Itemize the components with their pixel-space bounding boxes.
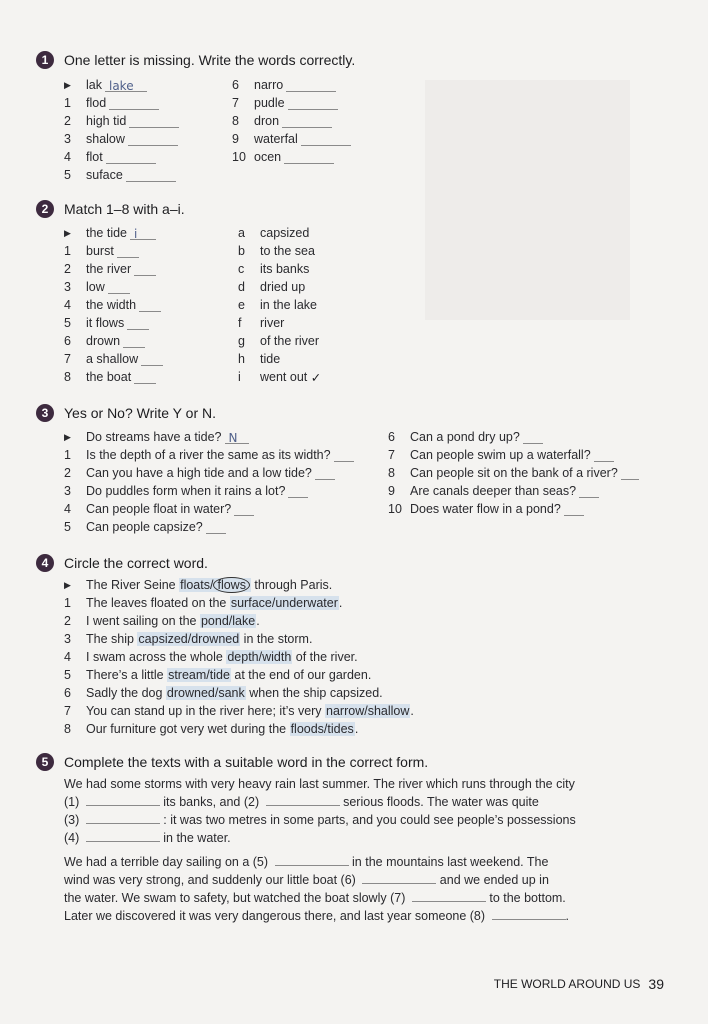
answer-blank[interactable] — [130, 227, 156, 240]
list-item: 8 Our furniture got very wet during the floods/tides . — [64, 722, 359, 736]
word-choice[interactable]: floods/tides — [290, 722, 354, 736]
answer-blank[interactable] — [139, 299, 161, 312]
word-choice[interactable]: floats/ flows — [179, 578, 251, 592]
list-item: d dried up — [238, 280, 306, 294]
list-item: 4 the width — [64, 296, 163, 314]
list-item: e in the lake — [238, 298, 317, 312]
list-item: 8 the boat — [64, 368, 163, 386]
example-row: ▶ lak lake — [64, 76, 179, 94]
list-item: 3 shalow — [64, 130, 179, 148]
gap-1[interactable] — [86, 793, 160, 806]
exercise-number: 2 — [36, 200, 54, 218]
exercise-number: 1 — [36, 51, 54, 69]
word-choice[interactable]: surface/underwater — [230, 596, 338, 610]
exercise-number: 3 — [36, 404, 54, 422]
list-item: 7 Can people swim up a waterfall? — [388, 446, 639, 464]
page-footer — [494, 976, 664, 992]
answer-blank[interactable] — [108, 281, 130, 294]
list-item: 6 narro — [232, 76, 351, 94]
example-row: ▶ the tide i — [64, 224, 163, 242]
list-item: 6 Can a pond dry up? — [388, 428, 639, 446]
list-item: 5 There’s a little stream/tide at the end of our garden. — [64, 668, 372, 682]
text-1: We had some storms with very heavy rain last summer. The river which runs through the city (1) its banks, and (2) serious floods. The water was quite (3) : it was two metres in some parts, and you could see people’s possessions (4) in the water. — [64, 777, 576, 845]
list-item: g of the river — [238, 334, 320, 348]
gap-7[interactable] — [412, 889, 486, 902]
exercise-title: Match 1–8 with a–i. — [64, 201, 185, 217]
list-item: 1 burst — [64, 242, 163, 260]
list-item: f river — [238, 316, 285, 330]
answer-blank[interactable] — [284, 151, 334, 164]
exercise-title: One letter is missing. Write the words correctly. — [64, 52, 356, 68]
gap-8[interactable] — [492, 907, 566, 920]
list-item: 3 The ship capsized/drowned in the storm. — [64, 632, 313, 646]
answer-blank[interactable] — [105, 79, 147, 92]
answer-blank[interactable] — [117, 245, 139, 258]
example-row: ▶ Do streams have a tide? N — [64, 428, 354, 446]
list-item: 1 flod — [64, 94, 179, 112]
gap-2[interactable] — [266, 793, 340, 806]
list-item: 9 Are canals deeper than seas? — [388, 482, 639, 500]
gap-4[interactable] — [86, 829, 160, 842]
answer-blank[interactable] — [134, 371, 156, 384]
list-item: 4 flot — [64, 148, 179, 166]
list-item: h tide — [238, 352, 281, 366]
list-item: 5 suface — [64, 166, 179, 184]
exercise-2 — [36, 199, 676, 385]
answer-blank[interactable] — [288, 97, 338, 110]
answer-blank[interactable] — [286, 79, 336, 92]
list-item: 10 ocen — [232, 148, 351, 166]
exercise-4 — [36, 553, 676, 738]
answer-blank[interactable] — [141, 353, 163, 366]
answer-blank[interactable] — [301, 133, 351, 146]
answer-blank[interactable] — [334, 449, 354, 462]
list-item: 5 it flows — [64, 314, 163, 332]
text-2: We had a terrible day sailing on a (5) in the mountains last weekend. The wind was very strong, and suddenly our little boat (6) and we ended up in the water. We swam to safety, but watched the boat slowly (7) to the bottom. Later we discovered it was very dangerous there, and last year someone (8) . — [64, 855, 570, 923]
list-item: 7 pudle — [232, 94, 351, 112]
check-mark-icon: ✓ — [310, 370, 322, 385]
list-item: a capsized — [238, 226, 310, 240]
word-choice[interactable]: depth/width — [227, 650, 292, 664]
exercise-5 — [36, 752, 676, 925]
answer-blank[interactable] — [579, 485, 599, 498]
handwritten-answer: i — [134, 226, 138, 241]
list-item: 3 low — [64, 278, 163, 296]
answer-blank[interactable] — [621, 467, 639, 480]
list-item: 8 dron — [232, 112, 351, 130]
exercise-number: 4 — [36, 554, 54, 572]
example-arrow-icon: ▶ — [64, 579, 71, 590]
answer-blank[interactable] — [127, 317, 149, 330]
list-item: 5 Can people capsize? — [64, 518, 354, 536]
list-item: 3 Do puddles form when it rains a lot? — [64, 482, 354, 500]
exercise-title: Yes or No? Write Y or N. — [64, 405, 216, 421]
gap-6[interactable] — [362, 871, 436, 884]
answer-blank[interactable] — [282, 115, 332, 128]
exercise-3 — [36, 403, 676, 534]
answer-blank[interactable] — [123, 335, 145, 348]
example-arrow-icon: ▶ — [64, 227, 71, 238]
list-item: 4 Can people float in water? — [64, 500, 354, 518]
circled-answer: flows — [213, 577, 249, 593]
answer-blank[interactable] — [129, 115, 179, 128]
answer-blank[interactable] — [594, 449, 614, 462]
list-item: b to the sea — [238, 244, 315, 258]
answer-blank[interactable] — [109, 97, 159, 110]
answer-blank[interactable] — [564, 503, 584, 516]
list-item: 6 Sadly the dog drowned/sank when the ship capsized. — [64, 686, 383, 700]
list-item: i went out ✓ — [238, 370, 322, 385]
exercise-title: Complete the texts with a suitable word in the correct form. — [64, 754, 429, 770]
list-item: 4 I swam across the whole depth/width of the river. — [64, 650, 358, 664]
list-item: 6 drown — [64, 332, 163, 350]
section-name: THE WORLD AROUND US — [493, 977, 641, 991]
example-row: ▶ The River Seine floats/ flows through Paris. — [64, 578, 333, 592]
exercise-1 — [36, 50, 676, 182]
list-item: 7 You can stand up in the river here; it’s very narrow/shallow . — [64, 704, 414, 718]
list-item: 1 Is the depth of a river the same as its width? — [64, 446, 354, 464]
word-choice[interactable]: pond/lake — [200, 614, 256, 628]
list-item: 2 high tid — [64, 112, 179, 130]
gap-5[interactable] — [275, 853, 349, 866]
word-choice[interactable]: narrow/shallow — [326, 704, 410, 718]
list-item: 1 The leaves floated on the surface/underwater . — [64, 596, 343, 610]
answer-blank[interactable] — [523, 431, 543, 444]
handwritten-answer: N — [228, 430, 238, 445]
page-number: 39 — [648, 976, 664, 992]
answer-blank[interactable] — [134, 263, 156, 276]
answer-blank[interactable] — [225, 431, 249, 444]
exercise-title: Circle the correct word. — [64, 555, 208, 571]
word-choice[interactable]: stream/tide — [168, 668, 230, 682]
answer-blank[interactable] — [288, 485, 308, 498]
answer-blank[interactable] — [206, 521, 226, 534]
handwritten-answer: lake — [108, 78, 134, 93]
list-item: 2 I went sailing on the pond/lake . — [64, 614, 260, 628]
list-item: 9 waterfal — [232, 130, 351, 148]
list-item: 10 Does water flow in a pond? — [388, 500, 639, 518]
list-item: 2 the river — [64, 260, 163, 278]
word-choice[interactable]: capsized/drowned — [138, 632, 240, 646]
list-item: 7 a shallow — [64, 350, 163, 368]
list-item: 2 Can you have a high tide and a low tide? — [64, 464, 354, 482]
answer-blank[interactable] — [126, 169, 176, 182]
answer-blank[interactable] — [128, 133, 178, 146]
answer-blank[interactable] — [234, 503, 254, 516]
list-item: 8 Can people sit on the bank of a river? — [388, 464, 639, 482]
answer-blank[interactable] — [315, 467, 335, 480]
word-choice[interactable]: drowned/sank — [166, 686, 245, 700]
list-item: c its banks — [238, 262, 310, 276]
answer-blank[interactable] — [106, 151, 156, 164]
example-arrow-icon: ▶ — [64, 79, 71, 90]
gap-3[interactable] — [86, 811, 160, 824]
example-arrow-icon: ▶ — [64, 431, 71, 442]
exercise-number: 5 — [36, 753, 54, 771]
